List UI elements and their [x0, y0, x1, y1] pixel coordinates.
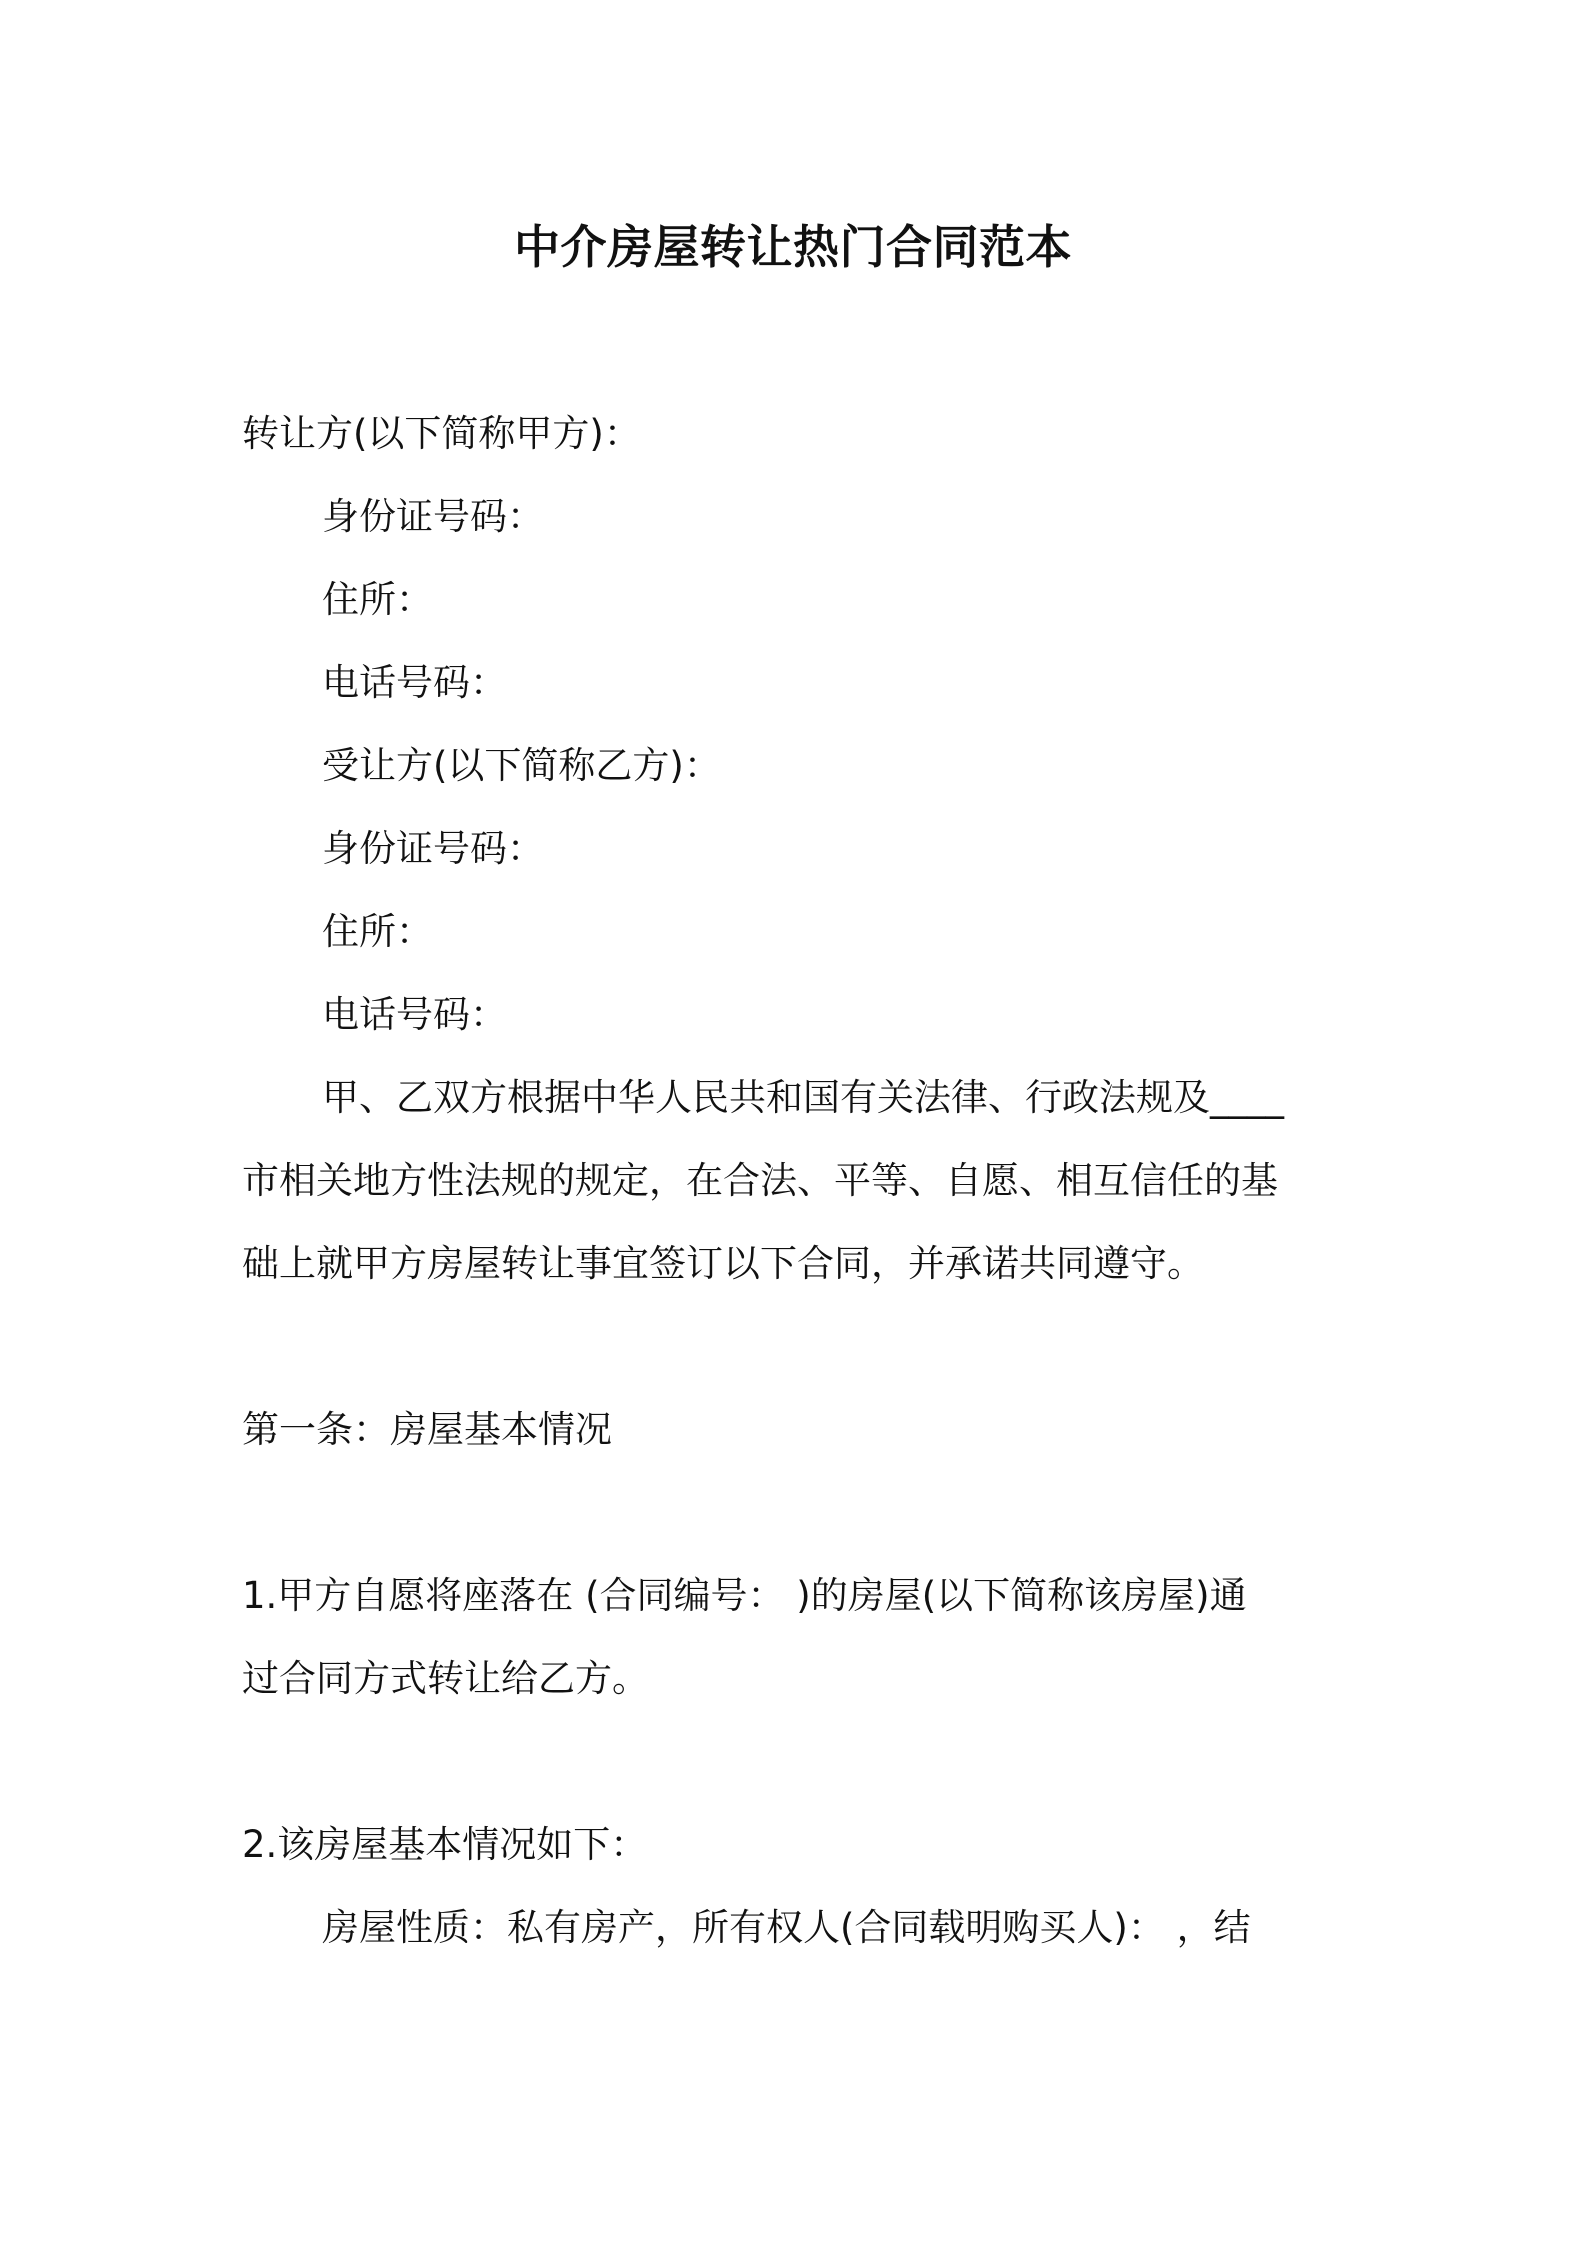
party-a-heading: 转让方(以下简称甲方)：	[242, 412, 641, 455]
article-1-clause-1-line-1: 1.甲方自愿将座落在 (合同编号： )的房屋(以下简称该房屋)通	[242, 1574, 1247, 1617]
party-a-phone-label: 电话号码：	[322, 661, 507, 704]
party-b-phone-label: 电话号码：	[322, 993, 507, 1036]
document-title: 中介房屋转让热门合同范本	[514, 220, 1072, 274]
party-b-heading: 受让方(以下简称乙方)：	[322, 744, 721, 787]
article-1-heading: 第一条：房屋基本情况	[242, 1408, 612, 1451]
party-a-id-label: 身份证号码：	[322, 495, 544, 538]
preamble-line-2: 市相关地方性法规的规定，在合法、平等、自愿、相互信任的基	[242, 1159, 1278, 1202]
article-1-clause-2-heading: 2.该房屋基本情况如下：	[242, 1823, 648, 1866]
party-a-address-label: 住所：	[322, 578, 433, 621]
party-b-address-label: 住所：	[322, 910, 433, 953]
article-1-clause-2-line-1: 房屋性质：私有房产，所有权人(合同载明购买人)： ，结	[322, 1906, 1251, 1949]
preamble-line-1: 甲、乙双方根据中华人民共和国有关法律、行政法规及____	[322, 1076, 1284, 1119]
preamble-line-3: 础上就甲方房屋转让事宜签订以下合同，并承诺共同遵守。	[242, 1242, 1204, 1285]
article-1-clause-1-line-2: 过合同方式转让给乙方。	[242, 1657, 649, 1700]
party-b-id-label: 身份证号码：	[322, 827, 544, 870]
